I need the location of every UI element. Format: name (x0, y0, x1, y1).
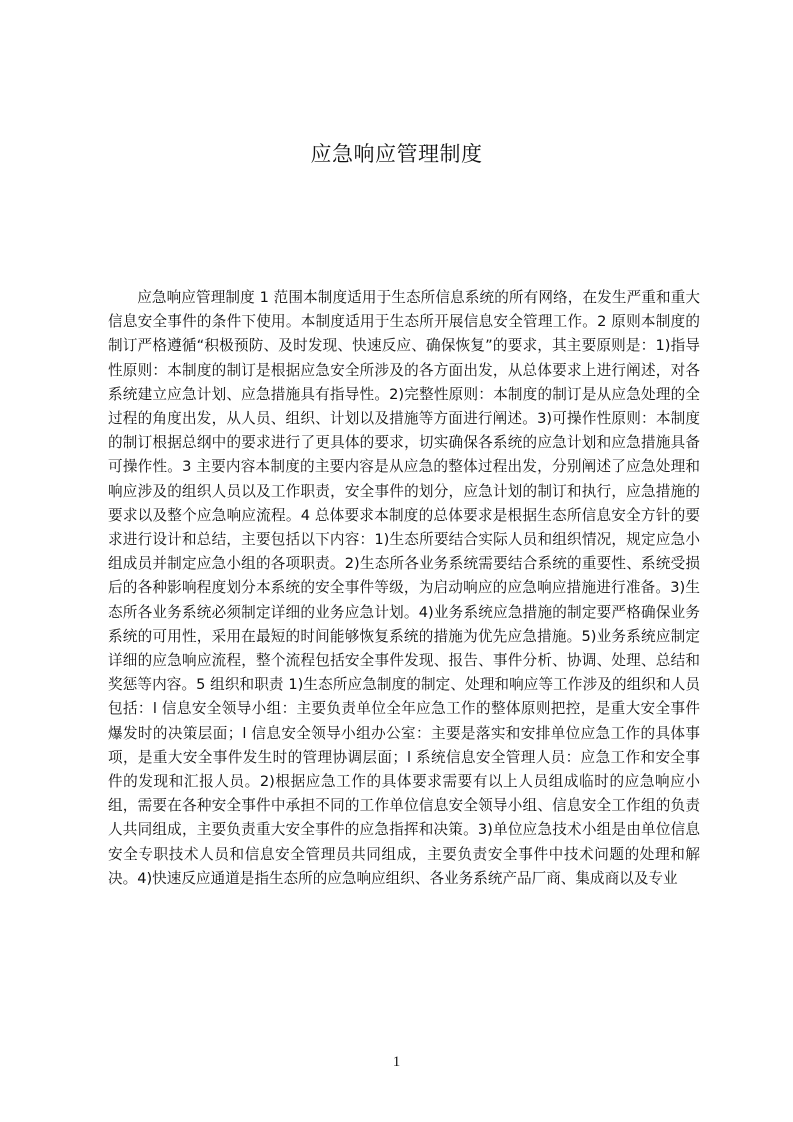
document-body-paragraph: 应急响应管理制度 1 范围本制度适用于生态所信息系统的所有网络，在发生严重和重大信息安全事件的条件下使用。本制度适用于生态所开展信息安全管理工作。2 原则本制度的制订严格遵循“积极预防、及时发现、快速反应、确保恢复”的要求，其主要原则是：1)指导性原则：本制度的制订是根据应急安全所涉及的各方面出发，从总体要求上进行阐述，对各系统建立应急计划、应急措施具有指导性。2)完整性原则：本制度的制订是从应急处理的全过程的角度出发，从人员、组织、计划以及措施等方面进行阐述。3)可操作性原则：本制度的制订根据总纲中的要求进行了更具体的要求，切实确保各系统的应急计划和应急措施具备可操作性。3 主要内容本制度的主要内容是从应急的整体过程出发，分别阐述了应急处理和响应涉及的组织人员以及工作职责，安全事件的划分，应急计划的制订和执行，应急措施的要求以及整个应急响应流程。4 总体要求本制度的总体要求是根据生态所信息安全方针的要求进行设计和总结，主要包括以下内容：1)生态所要结合实际人员和组织情况，规定应急小组成员并制定应急小组的各项职责。2)生态所各业务系统需要结合系统的重要性、系统受损后的各种影响程度划分本系统的安全事件等级，为启动响应的应急响应措施进行准备。3)生态所各业务系统必须制定详细的业务应急计划。4)业务系统应急措施的制定要严格确保业务系统的可用性，采用在最短的时间能够恢复系统的措施为优先应急措施。5)业务系统应制定详细的应急响应流程，整个流程包括安全事件发现、报告、事件分析、协调、处理、总结和奖惩等内容。5 组织和职责 1)生态所应急制度的制定、处理和响应等工作涉及的组织和人员包括：l 信息安全领导小组：主要负责单位全年应急工作的整体原则把控，是重大安全事件爆发时的决策层面；l 信息安全领导小组办公室：主要是落实和安排单位应急工作的具体事项，是重大安全事件发生时的管理协调层面；l 系统信息安全管理人员：应急工作和安全事件的发现和汇报人员。2)根据应急工作的具体要求需要有以上人员组成临时的应急响应小组，需要在各种安全事件中承担不同的工作单位信息安全领导小组、信息安全工作组的负责人共同组成，主要负责重大安全事件的应急指挥和决策。3)单位应急技术小组是由单位信息安全专职技术人员和信息安全管理员共同组成，主要负责安全事件中技术问题的处理和解决。4)快速反应通道是指生态所的应急响应组织、各业务系统产品厂商、集成商以及专业 (108, 289, 700, 887)
page-number: 1 (392, 1054, 401, 1070)
document-title: 应急响应管理制度 (310, 142, 483, 166)
